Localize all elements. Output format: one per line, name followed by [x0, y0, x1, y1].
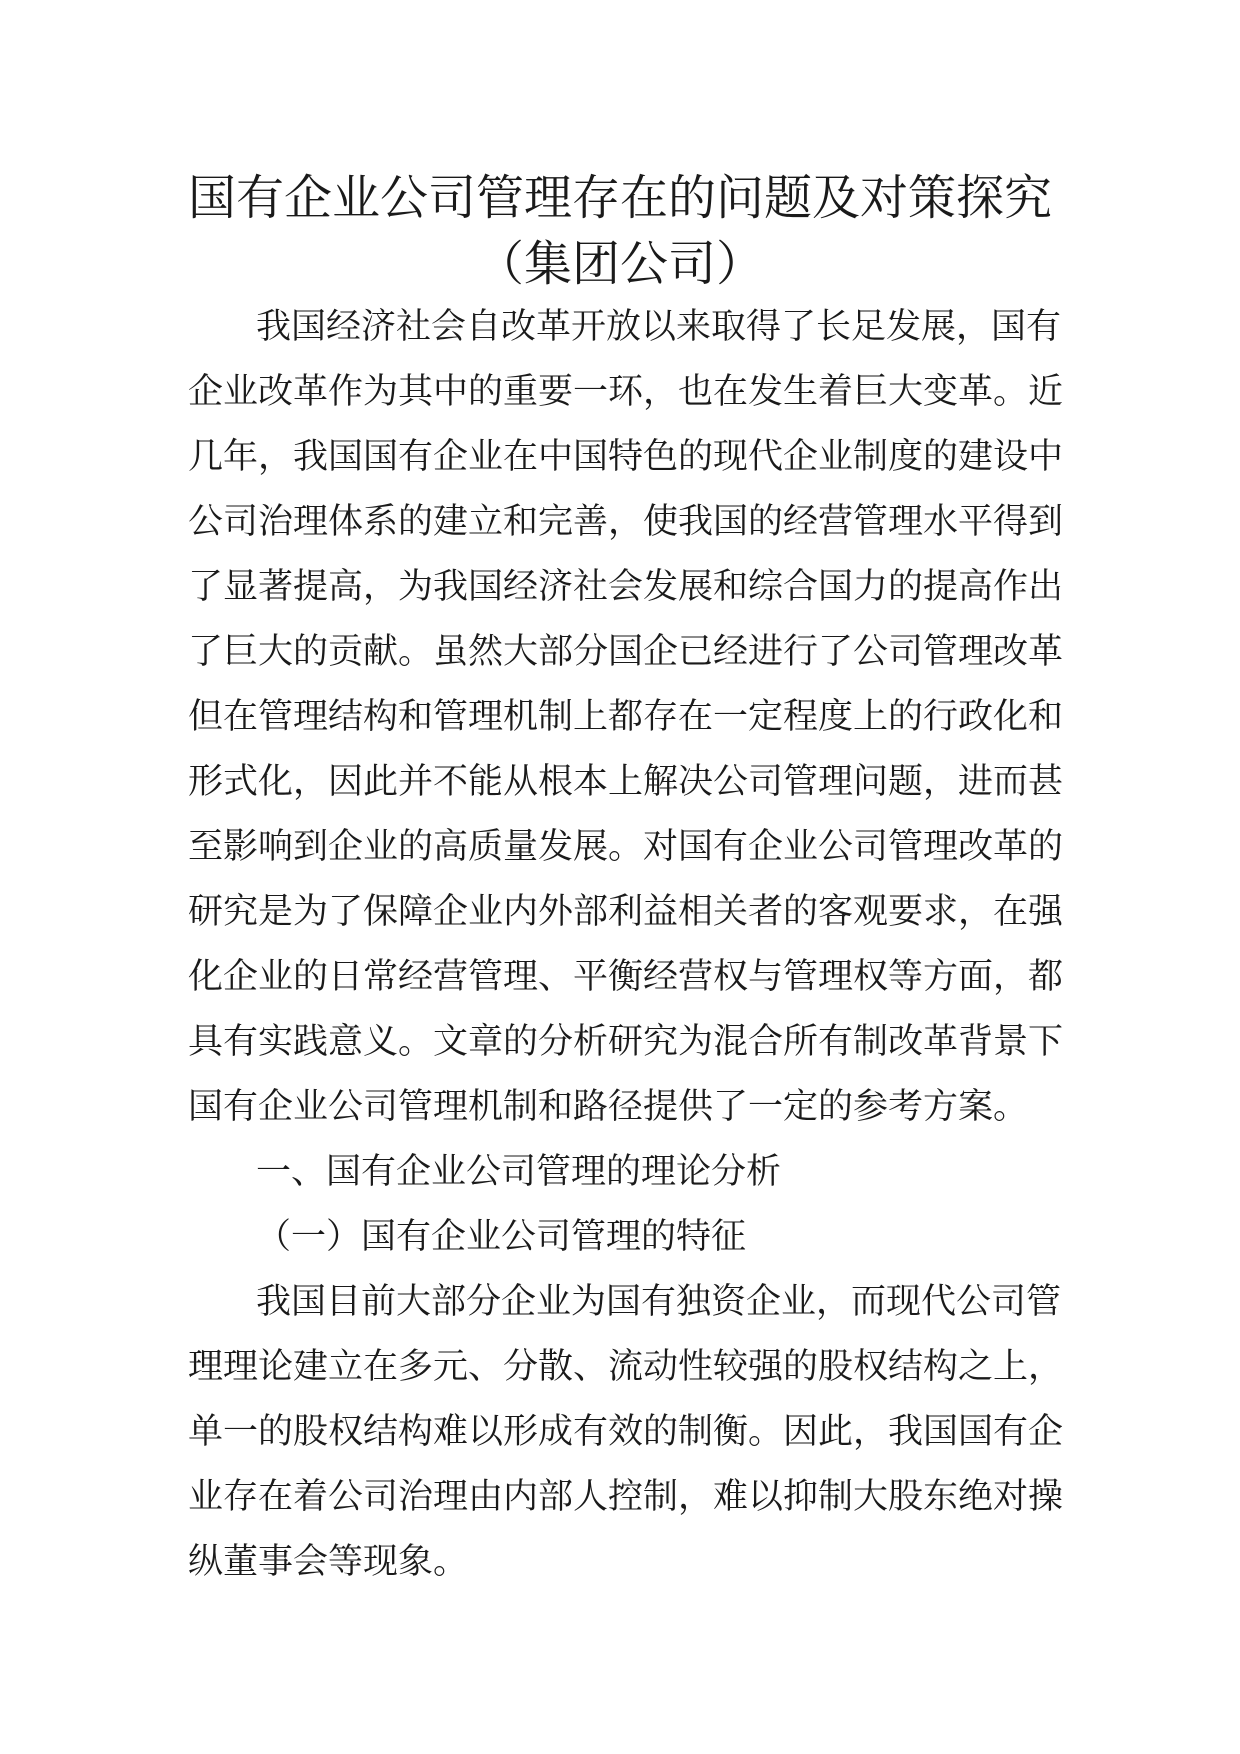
paragraph-line: 国有企业公司管理机制和路径提供了一定的参考方案。	[188, 1087, 1029, 1127]
subsection-heading: （一）国有企业公司管理的特征	[256, 1217, 747, 1257]
section-heading: 一、国有企业公司管理的理论分析	[256, 1152, 782, 1192]
document-subtitle: （集团公司）	[475, 236, 764, 292]
paragraph-characteristics	[188, 1270, 1064, 1595]
paragraph-line: 纵董事会等现象。	[188, 1542, 469, 1582]
paragraph-line: 几年，我国国有企业在中国特色的现代企业制度的建设中	[188, 437, 1064, 477]
paragraph-line: 企业改革作为其中的重要一环，也在发生着巨大变革。近	[188, 372, 1064, 412]
paragraph-line: 我国目前大部分企业为国有独资企业，而现代公司管	[256, 1282, 1062, 1322]
paragraph-line: 形式化，因此并不能从根本上解决公司管理问题，进而甚	[188, 762, 1064, 802]
paragraph-line: 单一的股权结构难以形成有效的制衡。因此，我国国有企	[188, 1412, 1064, 1452]
paragraph-line: 公司治理体系的建立和完善，使我国的经营管理水平得到	[188, 502, 1064, 542]
paragraph-line: 理理论建立在多元、分散、流动性较强的股权结构之上，	[188, 1347, 1064, 1387]
paragraph-line: 研究是为了保障企业内外部利益相关者的客观要求，在强	[188, 892, 1064, 932]
document-body	[188, 295, 1064, 1595]
paragraph-line: 具有实践意义。文章的分析研究为混合所有制改革背景下	[188, 1022, 1064, 1062]
paragraph-intro	[188, 295, 1064, 1140]
paragraph-line: 但在管理结构和管理机制上都存在一定程度上的行政化和	[188, 697, 1064, 737]
document-title: 国有企业公司管理存在的问题及对策探究	[187, 170, 1052, 226]
paragraph-line: 了显著提高，为我国经济社会发展和综合国力的提高作出	[188, 567, 1064, 607]
paragraph-line: 至影响到企业的高质量发展。对国有企业公司管理改革的	[188, 827, 1064, 867]
paragraph-line: 化企业的日常经营管理、平衡经营权与管理权等方面，都	[188, 957, 1064, 997]
paragraph-line: 了巨大的贡献。虽然大部分国企已经进行了公司管理改革	[188, 632, 1064, 672]
paragraph-line: 我国经济社会自改革开放以来取得了长足发展，国有	[256, 307, 1062, 347]
paragraph-line: 业存在着公司治理由内部人控制，难以抑制大股东绝对操	[188, 1477, 1064, 1517]
